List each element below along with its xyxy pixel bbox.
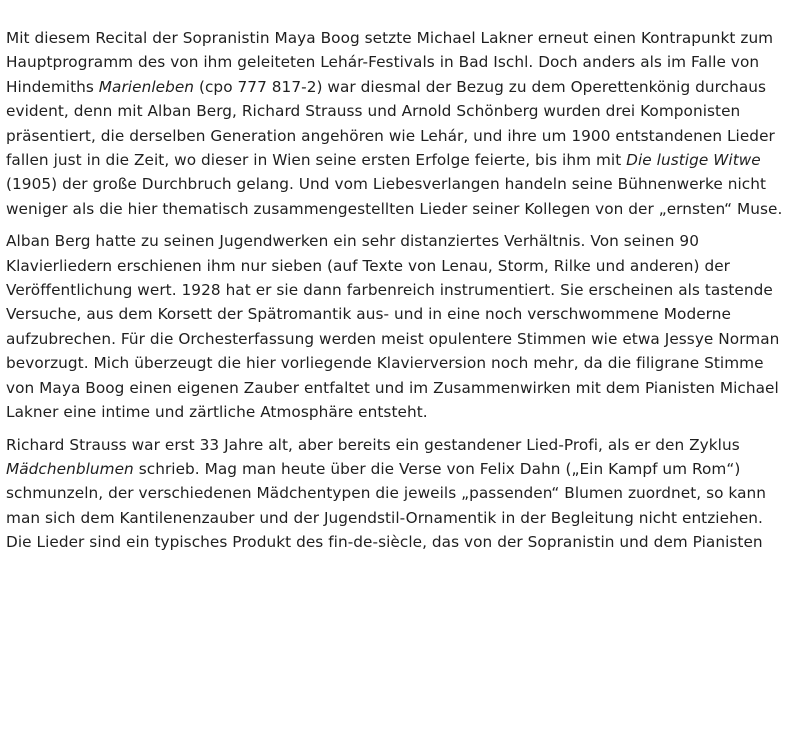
paragraph-1-text-cont: (cpo 777 817-2) war diesmal der Bezug zu dem Operettenkönig durchaus evident, denn mit Alban Berg, Richard Strauss und Arnold Schönberg wurden drei Komponisten präsentiert, die derselben Generation angehören wie Lehár, und ihre um 1900 entstandenen Lieder fallen just in die Zeit, wo dieser in Wien seine ersten Erfolge feierte, bis ihm mit	[6, 77, 775, 170]
paragraph-3-text-cont: schrieb. Mag man heute über die Verse von Felix Dahn („Ein Kampf um Rom“) schmunzeln, der verschiedenen Mädchentypen die jeweils „passenden“ Blumen zuordnet, so kann man sich dem Kantilenenzauber und der Jugendstil-Ornamentik in der Begleitung nicht entziehen. Die Lieder sind ein typisches Produkt des fin-de-siècle, das von der Sopranistin und dem Pianisten	[6, 459, 766, 552]
paragraph-1-text-end: (1905) der große Durchbruch gelang. Und vom Liebesverlangen handeln seine Bühnenwerke nicht weniger als die hier thematisch zusammengestellten Lieder seiner Kollegen von der „ernsten“ Muse.	[6, 175, 783, 218]
paragraph-1-text: Mit diesem Recital der Sopranistin Maya Boog setzte Michael Lakner erneut einen Kontrapunkt zum Hauptprogramm des von ihm geleiteten Lehár-Festivals in Bad Ischl. Doch anders als im Falle von Hindemiths	[6, 29, 774, 96]
work-title-marienleben: Marienleben	[98, 77, 195, 96]
paragraph-3	[6, 433, 788, 555]
paragraph-3-text: Richard Strauss war erst 33 Jahre alt, aber bereits ein gestandener Lied-Profi, als er den Zyklus	[6, 435, 740, 454]
work-title-lustige-witwe: Die lustige Witwe	[626, 151, 761, 170]
article-body	[6, 26, 788, 563]
work-title-maedchenblumen: Mädchenblumen	[6, 459, 134, 478]
paragraph-2	[6, 229, 788, 424]
paragraph-2-text: Alban Berg hatte zu seinen Jugendwerken ein sehr distanziertes Verhältnis. Von seinen 90 Klavierliedern erschienen ihm nur sieben (auf Texte von Lenau, Storm, Rilke und anderen) der Veröffentlichung wert. 1928 hat er sie dann farbenreich instrumentiert. Sie erscheinen als tastende Versuche, aus dem Korsett der Spätromantik aus- und in eine noch verschwommene Moderne aufzubrechen. Für die Orchesterfassung werden meist opulentere Stimmen wie etwa Jessye Norman bevorzugt. Mich überzeugt die hier vorliegende Klavierversion noch mehr, da die filigrane Stimme von Maya Boog einen eigenen Zauber entfaltet und im Zusammenwirken mit dem Pianisten Michael Lakner eine intime und zärtliche Atmosphäre entsteht.	[6, 232, 780, 422]
paragraph-1	[6, 26, 788, 221]
